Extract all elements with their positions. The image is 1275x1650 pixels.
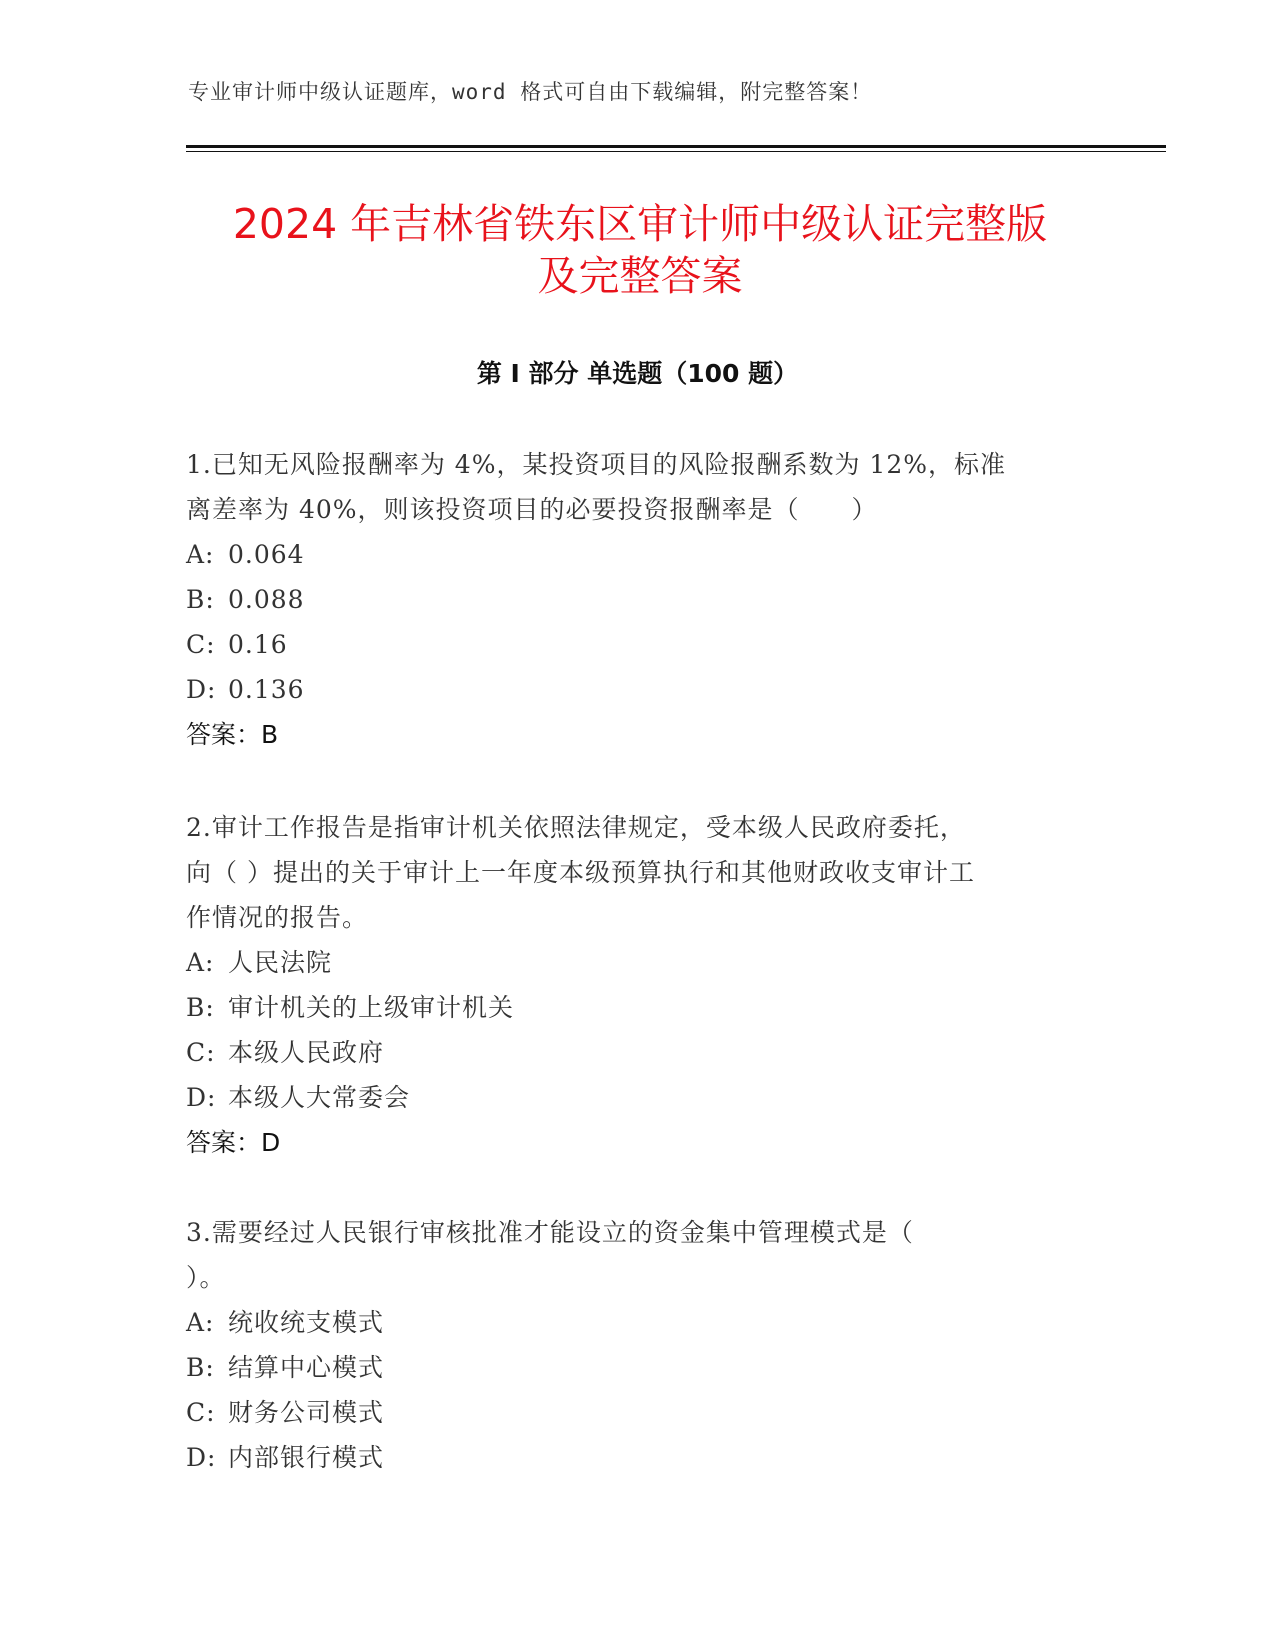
option-a <box>186 532 1086 577</box>
document-title <box>150 198 1130 302</box>
option-a <box>186 940 1086 985</box>
title-line-2: 及完整答案 <box>537 252 743 300</box>
question-stem-line: 向（ ）提出的关于审计上一年度本级预算执行和其他财政收支审计工 <box>186 858 975 887</box>
option-text: 审计机关的上级审计机关 <box>228 993 515 1022</box>
answer-label: 答案：B <box>186 720 279 749</box>
option-text: 本级人大常委会 <box>228 1083 411 1112</box>
option-letter: B: <box>186 1353 215 1382</box>
option-d <box>186 667 1086 712</box>
option-text: 本级人民政府 <box>228 1038 385 1067</box>
option-letter: C: <box>186 1398 216 1427</box>
option-letter: D: <box>186 1083 217 1112</box>
option-letter: A: <box>186 1308 215 1337</box>
option-letter: A: <box>186 540 215 569</box>
option-text: 内部银行模式 <box>228 1443 385 1472</box>
option-a <box>186 1300 1086 1345</box>
option-text: 财务公司模式 <box>228 1398 385 1427</box>
header-rule-thin <box>186 151 1166 152</box>
question-stem-line: ）。 <box>186 1263 226 1292</box>
question-stem-line: 3.需要经过人民银行审核批准才能设立的资金集中管理模式是（ <box>186 1218 914 1247</box>
option-letter: C: <box>186 630 216 659</box>
option-letter: B: <box>186 585 215 614</box>
option-text: 0.064 <box>228 540 305 569</box>
question-1 <box>186 442 1086 757</box>
question-stem-line: 1.已知无风险报酬率为 4%，某投资项目的风险报酬系数为 12%，标准 <box>186 450 1006 479</box>
option-text: 0.136 <box>228 675 305 704</box>
title-line-1: 2024 年吉林省铁东区审计师中级认证完整版 <box>232 200 1048 248</box>
question-stem-line: 作情况的报告。 <box>186 903 369 932</box>
option-b <box>186 1345 1086 1390</box>
option-letter: C: <box>186 1038 216 1067</box>
section-heading: 第 I 部分 单选题（100 题） <box>476 359 799 388</box>
header-rule-thick <box>186 145 1166 148</box>
option-c <box>186 1030 1086 1075</box>
option-c <box>186 1390 1086 1435</box>
option-b <box>186 577 1086 622</box>
option-d <box>186 1075 1086 1120</box>
option-c <box>186 622 1086 667</box>
question-2 <box>186 805 1086 1165</box>
header-note: 专业审计师中级认证题库，word 格式可自由下载编辑，附完整答案！ <box>188 80 873 104</box>
option-b <box>186 985 1086 1030</box>
option-text: 人民法院 <box>228 948 333 977</box>
option-text: 结算中心模式 <box>228 1353 385 1382</box>
question-stem-line: 2.审计工作报告是指审计机关依照法律规定，受本级人民政府委托， <box>186 813 966 842</box>
question-stem-line: 离差率为 40%，则该投资项目的必要投资报酬率是（ ） <box>186 495 878 524</box>
question-3 <box>186 1210 1086 1480</box>
answer-label: 答案：D <box>186 1128 281 1157</box>
option-letter: D: <box>186 675 217 704</box>
option-d <box>186 1435 1086 1480</box>
option-text: 统收统支模式 <box>228 1308 385 1337</box>
option-letter: B: <box>186 993 215 1022</box>
option-text: 0.088 <box>228 585 305 614</box>
option-text: 0.16 <box>228 630 288 659</box>
option-letter: D: <box>186 1443 217 1472</box>
option-letter: A: <box>186 948 215 977</box>
